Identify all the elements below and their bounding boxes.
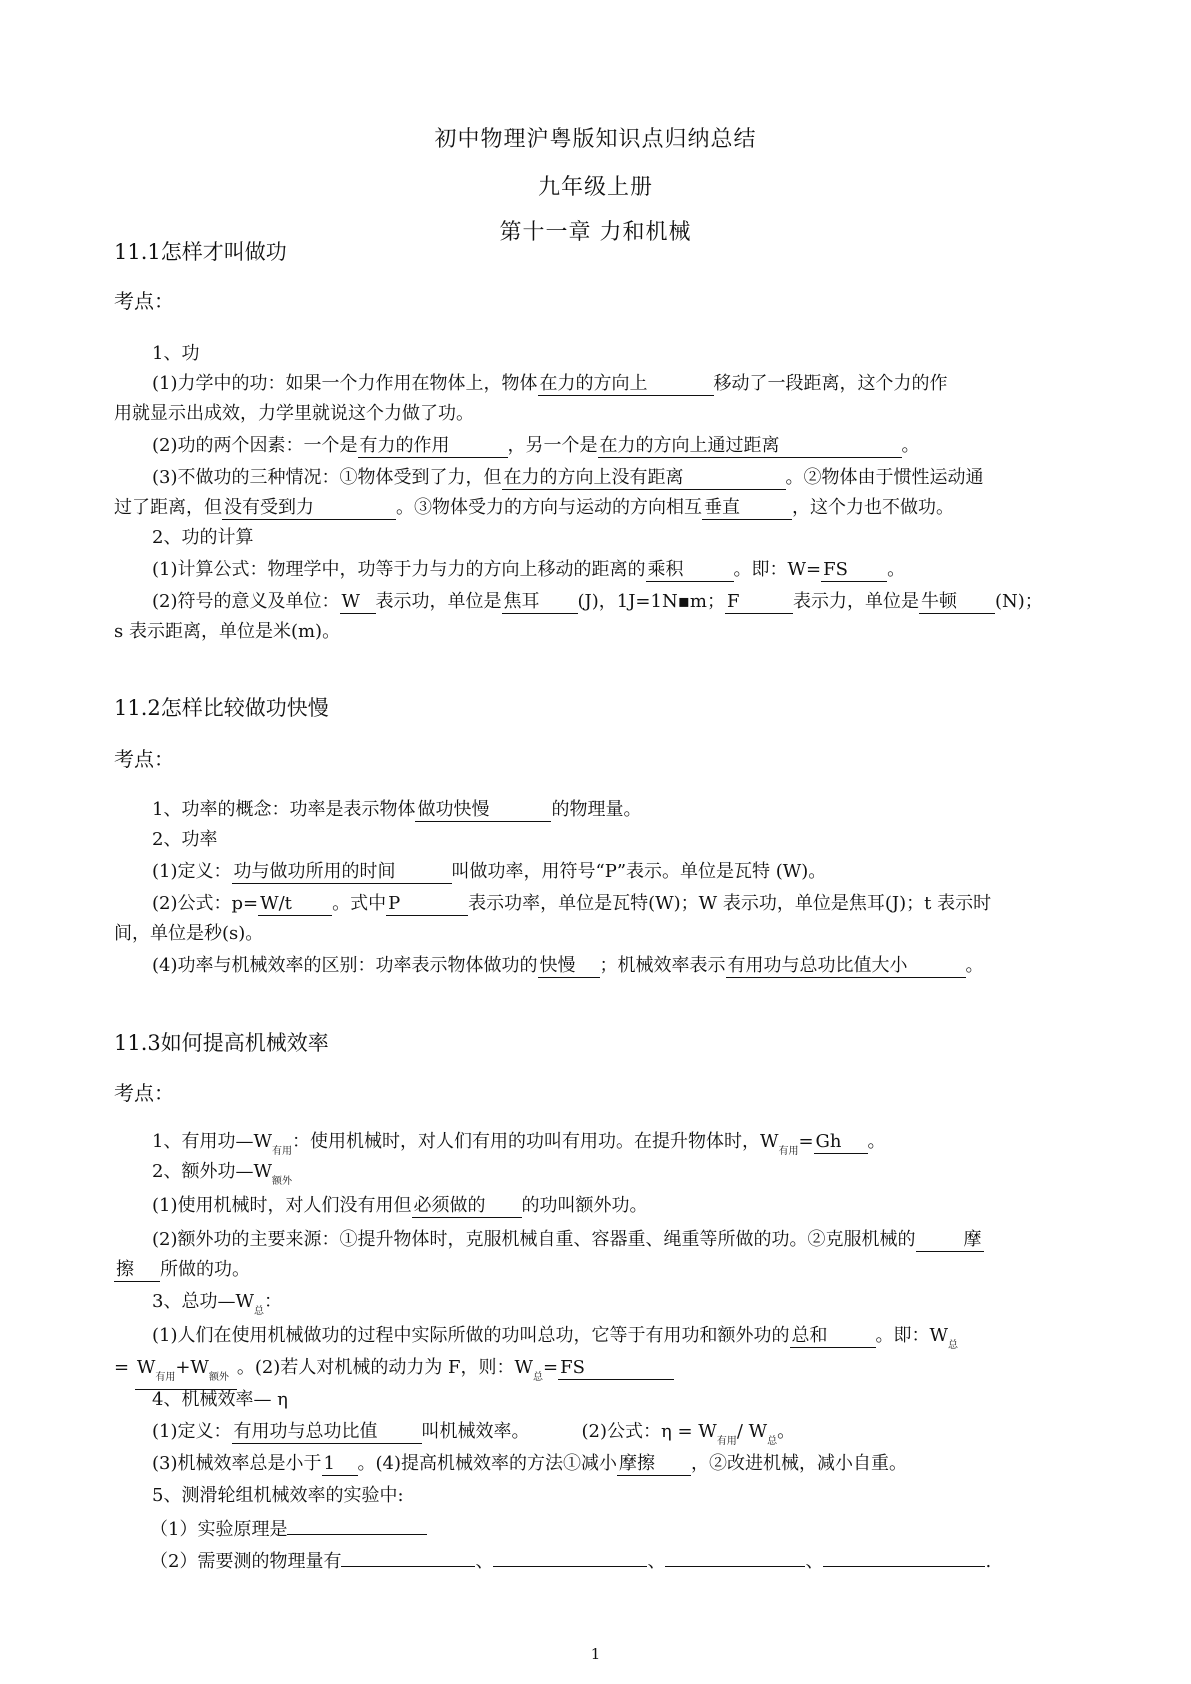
answer-blank: 乘积 <box>646 559 734 582</box>
paragraph: (1)人们在使用机械做功的过程中实际所做的功叫总功，它等于有用功和额外功的 总和 。即：$W_总$ <box>152 1325 959 1351</box>
paragraph: 1、功率的概念：功率是表示物体 做功快慢 的物理量。 <box>152 799 642 820</box>
answer-blank: W/t <box>258 893 332 916</box>
paragraph: 5、测滑轮组机械效率的实验中: <box>152 1485 404 1506</box>
answer-blank: FS <box>821 559 887 582</box>
paragraph: 2、功的计算 <box>152 527 254 548</box>
paragraph: (3)不做功的三种情况：①物体受到了力，但 在力的方向上没有距离 。②物体由于惯性运动通 <box>152 467 984 488</box>
answer-blank: 快慢 <box>538 955 600 978</box>
kaodian-label: 考点： <box>114 1081 174 1105</box>
paragraph: (2)公式：p= W/t 。式中 P 表示功率，单位是瓦特(W)；W 表示功，单位是焦耳(J)；t 表示时 <box>152 893 992 914</box>
answer-blank: 在力的方向上 <box>538 373 714 396</box>
answer-blank: 在力的方向上通过距离 <box>598 435 902 458</box>
paragraph: (3)机械效率总是小于 1 。(4)提高机械效率的方法①减小 摩擦 ，②改进机械，减小自重。 <box>152 1453 907 1474</box>
answer-blank <box>493 1566 647 1567</box>
answer-blank: 必须做的 <box>412 1195 522 1218</box>
paragraph: 1、功 <box>152 343 200 364</box>
answer-blank: W <box>340 591 376 614</box>
paragraph: (1)力学中的功：如果一个力作用在物体上，物体 在力的方向上 移动了一段距离，这个力的作 <box>152 373 948 394</box>
answer-blank <box>665 1566 805 1567</box>
paragraph: 2、功率 <box>152 829 218 850</box>
paragraph: 4、机械效率— η <box>152 1389 288 1410</box>
answer-blank: 在力的方向上没有距离 <box>502 467 786 490</box>
paragraph: 擦 所做的功。 <box>116 1259 250 1280</box>
section-heading-11-1: 11.1怎样才叫做功 <box>114 240 287 264</box>
paragraph: (1)定义： 有用功与总功比值 叫机械效率。 (2)公式：$\eta = W_{有用}/$ $W_总$。 <box>152 1421 796 1447</box>
answer-blank: 总和 <box>790 1325 876 1348</box>
paragraph: 2、额外功$—W_{额外}$ <box>152 1161 292 1187</box>
answer-blank: 牛顿 <box>919 591 995 614</box>
answer-blank <box>341 1566 475 1567</box>
answer-blank: P <box>386 893 468 916</box>
answer-blank: 有用功与总功比值 <box>232 1421 422 1444</box>
page-number: 1 <box>590 1645 601 1663</box>
answer-blank: 有力的作用 <box>358 435 508 458</box>
paragraph: = $W_{有用}+W_{额外}$ 。(2)若人对机械的动力为 F，则：$W_总=$ FS <box>114 1354 674 1392</box>
section-heading-11-2: 11.2怎样比较做功快慢 <box>114 696 329 720</box>
answer-blank: 摩 <box>916 1229 984 1252</box>
answer-blank: 擦 <box>114 1259 160 1282</box>
answer-blank: 摩擦 <box>617 1453 691 1476</box>
paragraph: (2)额外功的主要来源：①提升物体时，克服机械自重、容器重、绳重等所做的功。②克服机械的 摩 <box>152 1229 982 1250</box>
kaodian-label: 考点： <box>114 289 174 313</box>
answer-blank: 垂直 <box>702 497 792 520</box>
answer-blank: Gh <box>814 1131 868 1154</box>
paragraph: (4)功率与机械效率的区别：功率表示物体做功的 快慢 ；机械效率表示 有用功与总功比值大小 。 <box>152 955 984 976</box>
paragraph: (1)定义： 功与做功所用的时间 叫做功率，用符号“P”表示。单位是瓦特 (W)。 <box>152 861 827 882</box>
paragraph: 过了距离，但 没有受到力 。③物体受力的方向与运动的方向相互 垂直 ，这个力也不做功。 <box>114 497 954 518</box>
answer-blank: 1 <box>322 1453 358 1476</box>
kaodian-label: 考点： <box>114 747 174 771</box>
paragraph: (1)计算公式：物理学中，功等于力与力的方向上移动的距离的 乘积 。即：W= FS 。 <box>152 559 906 580</box>
answer-blank: FS <box>558 1357 674 1380</box>
paragraph: s 表示距离，单位是米(m)。 <box>114 621 341 642</box>
paragraph: （2）需要测的物理量有 、 、 、 . <box>150 1551 992 1572</box>
answer-blank: 有用功与总功比值大小 <box>726 955 966 978</box>
answer-blank: 没有受到力 <box>222 497 396 520</box>
paragraph: 间，单位是秒(s)。 <box>114 923 264 944</box>
chapter-title: 第十一章 力和机械 <box>499 220 692 245</box>
section-heading-11-3: 11.3如何提高机械效率 <box>114 1031 329 1055</box>
paragraph: （1）实验原理是 <box>150 1516 427 1544</box>
paragraph: (1)使用机械时，对人们没有用但 必须做的 的功叫额外功。 <box>152 1195 648 1216</box>
grade-title: 九年级上册 <box>537 175 653 200</box>
answer-blank: F <box>725 591 793 614</box>
paragraph: (2)功的两个因素：一个是 有力的作用 ，另一个是 在力的方向上通过距离 。 <box>152 435 920 456</box>
answer-blank <box>287 1534 427 1535</box>
paragraph: (2)符号的意义及单位： W 表示功，单位是 焦耳 (J)，1J=1N▪m； F 表示力，单位是 牛顿 (N)； <box>152 591 1043 612</box>
answer-blank <box>823 1566 985 1567</box>
document-title: 初中物理沪粤版知识点归纳总结 <box>434 127 757 152</box>
answer-blank: $W_{有用}+W_{额外}$ <box>135 1357 237 1390</box>
answer-blank: 焦耳 <box>502 591 578 614</box>
paragraph: 1、有用功$—W_{有用}$：使用机械时，对人们有用的功叫有用功。在提升物体时，$W_{有用}= Gh$ 。 <box>152 1131 886 1157</box>
answer-blank: 做功快慢 <box>415 799 551 822</box>
answer-blank: 功与做功所用的时间 <box>232 861 452 884</box>
paragraph: 用就显示出成效，力学里就说这个力做了功。 <box>114 403 474 424</box>
paragraph: 3、总功$—W_总$： <box>152 1291 282 1317</box>
